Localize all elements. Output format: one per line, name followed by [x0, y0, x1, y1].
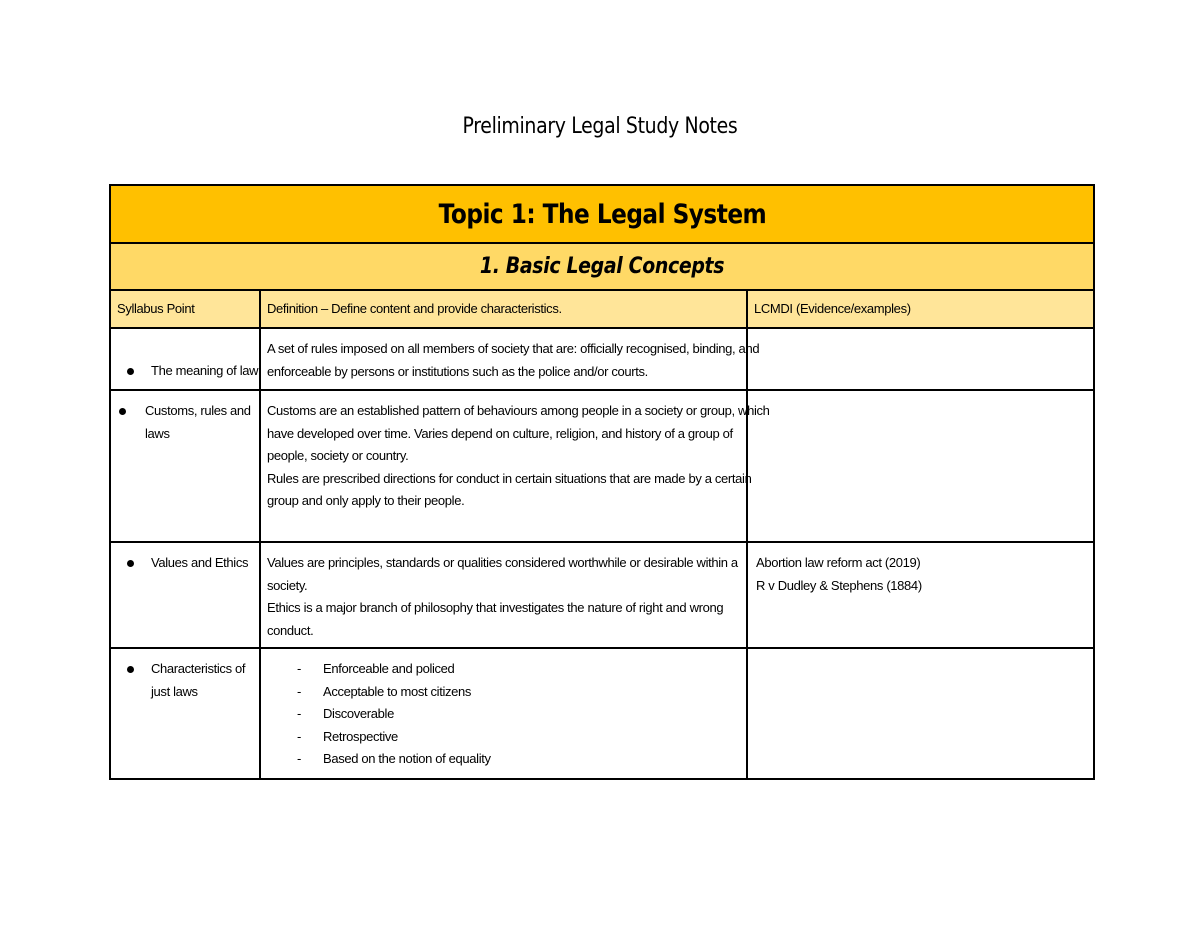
definition-line: Customs are an established pattern of behaviours among people in a society or group, which: [267, 403, 770, 418]
lcmdi-cell: [747, 648, 1094, 779]
definition-line: conduct.: [267, 622, 314, 638]
syllabus-text: Characteristics of: [151, 661, 246, 676]
section-row: [110, 243, 1094, 290]
definition-line: people, society or country.: [267, 448, 409, 463]
section-title: 1. Basic Legal Concepts: [479, 254, 725, 279]
legal-notes-table: [109, 184, 1095, 780]
definition-line: group and only apply to their people.: [267, 493, 465, 508]
bullet-icon: [127, 666, 134, 673]
topic-row: [110, 185, 1094, 243]
topic-title: Topic 1: The Legal System: [438, 198, 766, 230]
list-item-text: Discoverable: [323, 706, 394, 721]
list-item-text: Based on the notion of equality: [323, 751, 491, 766]
bullet-icon: [127, 368, 134, 375]
syllabus-cell: [110, 390, 260, 542]
header-lcmdi: LCMDI (Evidence/examples): [747, 290, 1094, 328]
list-item: - Based on the notion of equality: [267, 748, 740, 771]
list-item: - Acceptable to most citizens: [267, 681, 740, 704]
syllabus-cell: [110, 542, 260, 648]
definition-cell: [260, 390, 770, 542]
definition-cell: [260, 648, 747, 779]
list-item-text: Retrospective: [323, 728, 398, 744]
lcmdi-cell: [747, 328, 1094, 390]
list-item: - Discoverable: [267, 703, 740, 726]
list-item-text: Acceptable to most citizens: [323, 683, 472, 699]
table-row: [110, 328, 1094, 390]
header-definition: Definition – Define content and provide characteristics.: [260, 290, 747, 328]
table-row: [110, 542, 1094, 648]
syllabus-text: Customs, rules and: [145, 403, 251, 418]
section-cell: [110, 243, 1094, 290]
syllabus-text: just laws: [151, 683, 198, 699]
syllabus-item: [111, 329, 259, 383]
definition-line: enforceable by persons or institutions such as the police and/or courts.: [267, 363, 648, 379]
definition-line: Values are principles, standards or qualities considered worthwhile or desirable within a: [267, 555, 738, 570]
list-item-text: Enforceable and policed: [323, 661, 455, 676]
lcmdi-cell: [747, 390, 1094, 542]
definition-line: Rules are prescribed directions for conduct in certain situations that are made by a certain: [267, 470, 752, 486]
definition-line: society.: [267, 577, 308, 593]
lcmdi-cell: [747, 542, 1094, 648]
list-item: - Enforceable and policed: [267, 658, 740, 681]
table-row: [110, 648, 1094, 779]
syllabus-item: [111, 543, 259, 575]
definition-line: A set of rules imposed on all members of society that are: officially recognised, binding, and: [267, 341, 760, 356]
bullet-icon: [127, 560, 134, 567]
syllabus-text: Values and Ethics: [151, 555, 249, 570]
definition-cell: [260, 328, 760, 390]
syllabus-item: [111, 391, 259, 445]
lcmdi-line: Abortion law reform act (2019): [756, 555, 921, 570]
syllabus-item: [111, 649, 259, 703]
header-row: [110, 290, 1094, 328]
syllabus-cell: [110, 328, 260, 390]
topic-cell: [110, 185, 1094, 243]
definition-line: Ethics is a major branch of philosophy that investigates the nature of right and wrong: [267, 600, 724, 615]
syllabus-text: The meaning of law: [151, 363, 259, 378]
list-item: - Retrospective: [267, 726, 740, 749]
lcmdi-line: R v Dudley & Stephens (1884): [756, 577, 922, 593]
definition-cell: [260, 542, 747, 648]
table-row: [110, 390, 1094, 542]
syllabus-text: laws: [145, 425, 170, 441]
syllabus-cell: [110, 648, 260, 779]
bullet-icon: [119, 408, 126, 415]
characteristics-list: [267, 658, 740, 771]
definition-line: have developed over time. Varies depend on culture, religion, and history of a group of: [267, 425, 733, 441]
page-title: Preliminary Legal Study Notes: [462, 114, 738, 139]
header-syllabus: Syllabus Point: [110, 290, 260, 328]
